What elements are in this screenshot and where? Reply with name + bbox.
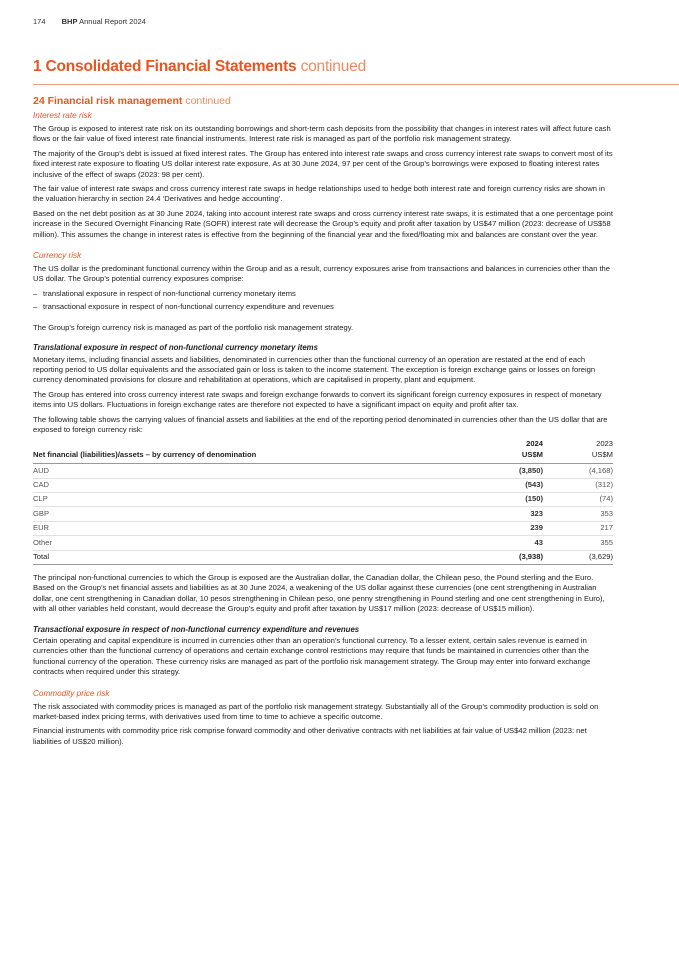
paragraph: The principal non-functional currencies to which the Group is exposed are the Australian dollar, the Canadian dollar, the Chilean peso, the Pound sterling and the Euro. Based on the Group’s net financial assets and liabilities as at 30 June 2024, a weakening of the US dollar against these currencies (one cent strengthening in Australian dollar, one cent strengthening in Canadian dollar, 10 pesos strengthening in Chilean peso, one penny strengthening in Pound sterling and one cent strengthening in Euro), with all other variables held constant, would decrease the Group’s equity and profit after taxation by US$17 million (2023: decrease of US$15 million). — [33, 572, 605, 614]
page-number: 174 — [33, 17, 46, 26]
list-item: – translational exposure in respect of non-functional currency monetary items — [33, 289, 613, 299]
row-label: Other — [33, 536, 473, 550]
table-row — [33, 464, 613, 478]
row-label: CAD — [33, 478, 473, 492]
paragraph: The Group’s foreign currency risk is managed as part of the portfolio risk management strategy. — [33, 322, 354, 332]
paragraph: The US dollar is the predominant functional currency within the Group and as a result, currency exposures arise from transactions and balances in currencies other than the US dollar. The Group’s potential currency exposures comprise: — [33, 264, 611, 284]
value-2024: (3,850) — [473, 464, 543, 478]
row-label: GBP — [33, 507, 473, 521]
row-label: EUR — [33, 521, 473, 535]
value-2023: (312) — [543, 478, 613, 492]
page-header — [33, 17, 146, 26]
total-2024: (3,938) — [473, 550, 543, 564]
currency-risk-heading: Currency risk — [33, 251, 82, 261]
table-header-row — [33, 439, 613, 463]
value-2024: 239 — [473, 521, 543, 535]
value-2023: (4,168) — [543, 464, 613, 478]
table-row — [33, 478, 613, 492]
paragraph: Financial instruments with commodity price risk comprise forward commodity and other derivative contracts with net liabilities at fair value of US$42 million (2023: net liabilities of US$20 million). — [33, 726, 587, 746]
value-2024: 323 — [473, 507, 543, 521]
paragraph: The majority of the Group’s debt is issued at fixed interest rates. The Group has entered into interest rate swaps and cross currency interest rate swaps to convert most of its fixed interest rate exposure to floating US dollar interest rate exposure. As at 30 June 2024, 97 per cent of the Group’s borrowings were exposed to floating interest rates inclusive of the effect of swaps (2023: 98 per cent). — [33, 148, 613, 179]
note-title-text: 24 Financial risk management — [33, 95, 183, 107]
row-label: CLP — [33, 492, 473, 506]
col-2023-year: 2023 — [596, 439, 613, 449]
interest-rate-risk-heading: Interest rate risk — [33, 111, 92, 120]
commodity-price-risk-heading: Commodity price risk — [33, 688, 110, 698]
col-2024-unit: US$M — [521, 449, 543, 459]
paragraph: The fair value of interest rate swaps and cross currency interest rate swaps in hedge relationships used to hedge both interest rate and foreign currency risks are shown in the valuation hierarchy in section 24.4 ‘Derivatives and hedge accounting’. — [33, 184, 605, 204]
table-row — [33, 507, 613, 521]
total-2023: (3,629) — [543, 550, 613, 564]
note-continued: continued — [185, 95, 231, 107]
value-2023: 353 — [543, 507, 613, 521]
paragraph: The following table shows the carrying values of financial assets and liabilities at the end of the reporting period denominated in currencies other than the US dollar that are exposed to foreign currency risk: — [33, 414, 608, 434]
main-content — [33, 95, 613, 751]
total-label: Total — [33, 550, 473, 564]
transactional-heading: Transactional exposure in respect of non-functional currency expenditure and revenues — [33, 624, 360, 634]
translational-heading: Translational exposure in respect of non-functional currency monetary items — [33, 343, 318, 353]
section-title-text: 1 Consolidated Financial Statements — [33, 58, 297, 75]
report-title: Annual Report 2024 — [79, 17, 146, 26]
row-label: AUD — [33, 464, 473, 478]
col-2024-header — [473, 439, 543, 463]
currency-exposure-table — [33, 439, 613, 565]
table-row — [33, 521, 613, 535]
value-2024: (150) — [473, 492, 543, 506]
paragraph: The Group has entered into cross currency interest rate swaps and foreign exchange forwards to convert its significant foreign currency exposures in respect of monetary items into US dollars. Fluctuations in foreign exchange rates are therefore not expected to have a significant impact on equity and profit after tax. — [33, 389, 602, 410]
section-divider — [33, 84, 679, 85]
paragraph: The Group is exposed to interest rate risk on its outstanding borrowings and short-term cash deposits from the possibility that changes in interest rates will affect future cash flows or the fair value of fixed interest rate financial instruments. Interest rate risk is managed as part of the portfolio risk management strategy. — [33, 124, 611, 144]
paragraph: Monetary items, including financial assets and liabilities, denominated in currencies other than the functional currency of an operation are restated at the end of each reporting period to US dollar equivalents and the associated gain or loss is taken to the income statement. The exception is foreign exchange gains or losses on foreign currency denominated provisions for closure and rehabilitation at operations, which are capitalised in property, plant and equipment. — [33, 354, 596, 385]
brand-name: BHP — [61, 17, 78, 26]
paragraph: Based on the net debt position as at 30 June 2024, taking into account interest rate swaps and cross currency interest rate swaps, it is estimated that a one percentage point increase in the Secured Overnight Financing Rate (SOFR) interest rate will decrease the Group’s equity and profit after taxation by US$47 million (2023: decrease of US$58 million). This assumes the change in interest rates is effective from the beginning of the financial year and the fixed/floating mix and balances are constant over the year. — [33, 208, 614, 239]
table-row — [33, 492, 613, 506]
list-item: – transactional exposure in respect of non-functional currency expenditure and revenues — [33, 302, 613, 312]
value-2024: (543) — [473, 478, 543, 492]
value-2023: 355 — [543, 536, 613, 550]
table-row — [33, 536, 613, 550]
col-2024-year: 2024 — [526, 439, 543, 449]
paragraph: The risk associated with commodity prices is managed as part of the portfolio risk management strategy. Substantially all of the Group’s commodity production is sold on market-based index pricing terms, with derivatives used from time to time to achieve a specific outcome. — [33, 701, 599, 721]
table-header-label: Net financial (liabilities)/assets – by currency of denomination — [33, 439, 473, 463]
note-title — [33, 95, 613, 108]
col-2023-header — [543, 439, 613, 463]
value-2023: 217 — [543, 521, 613, 535]
section-title — [33, 58, 366, 76]
value-2024: 43 — [473, 536, 543, 550]
paragraph: Certain operating and capital expenditure is incurred in currencies other than an operation’s functional currency. To a lesser extent, certain sales revenue is earned in currencies other than the functional currency of operations and certain exchange control restrictions may require that funds be maintained in currencies other than the functional currency of the operation. These currency risks are managed as part of the portfolio risk management strategy. The Group may enter into forward exchange contracts when required under this strategy. — [33, 635, 591, 677]
value-2023: (74) — [543, 492, 613, 506]
section-continued: continued — [300, 58, 366, 75]
table-total-row — [33, 550, 613, 564]
col-2023-unit: US$M — [591, 449, 613, 459]
exposure-list — [33, 289, 613, 313]
